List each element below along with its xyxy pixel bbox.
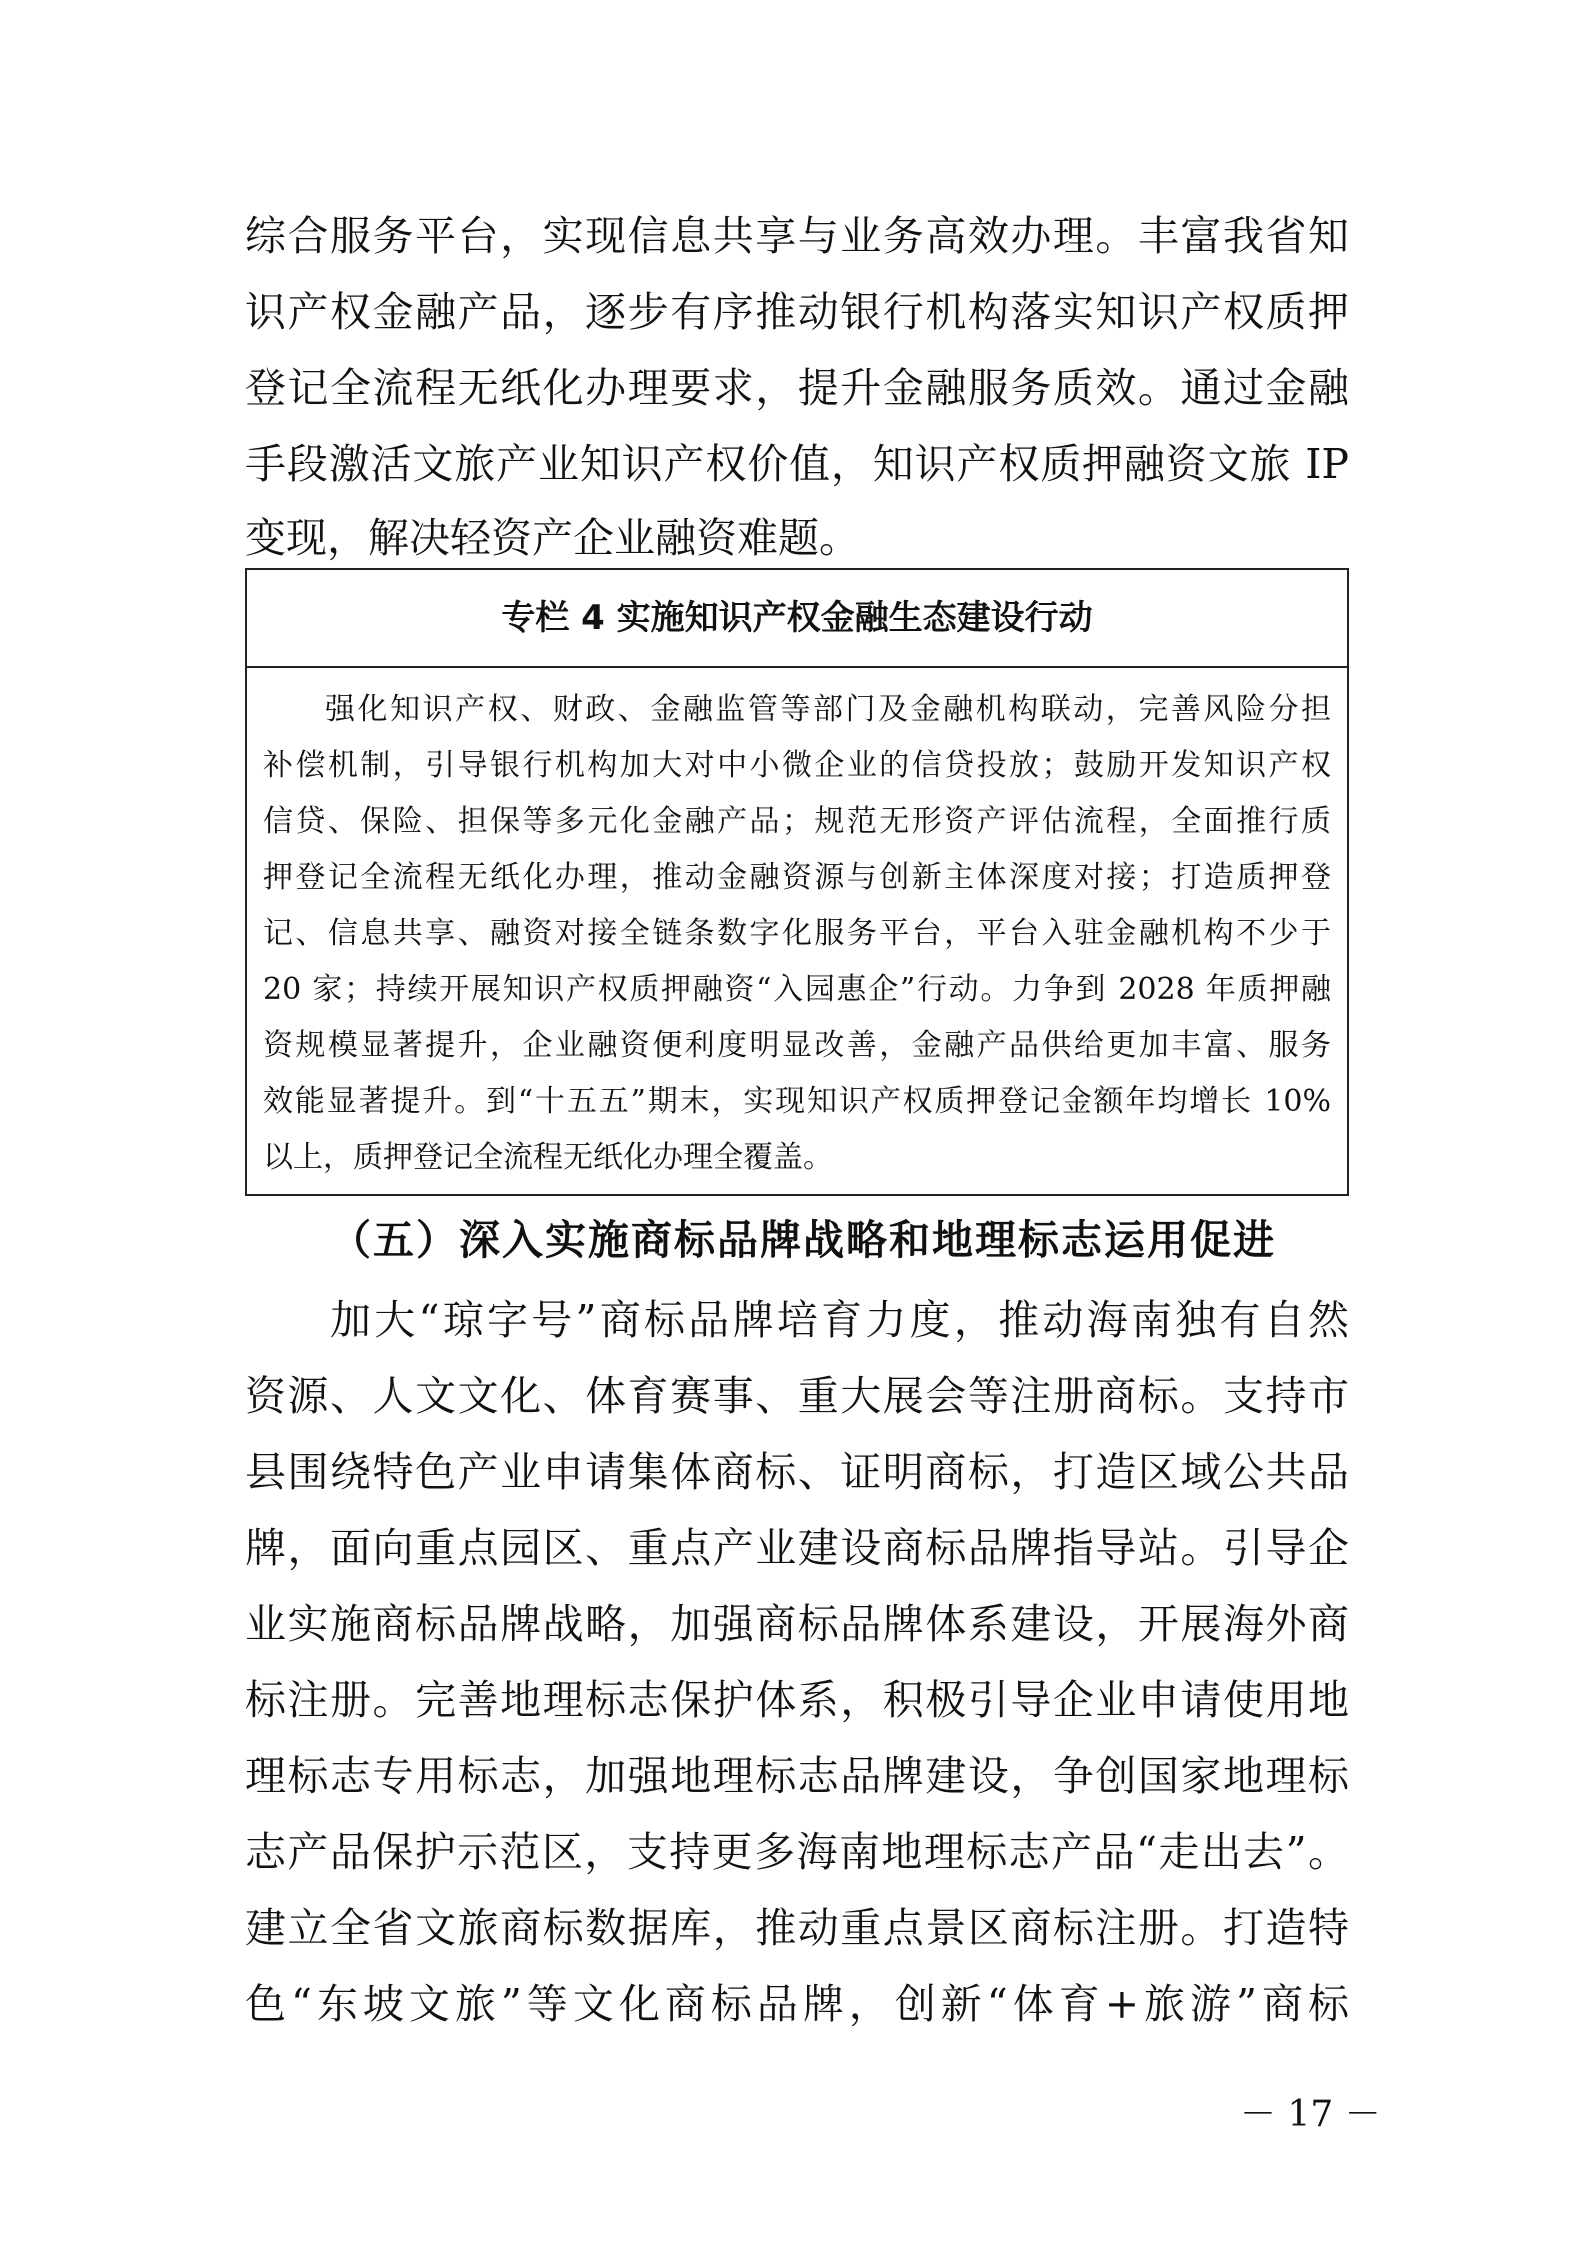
section-heading: （五）深入实施商标品牌战略和地理标志运用促进: [330, 1216, 1276, 1264]
column-box-line: 信贷、保险、担保等多元化金融产品；规范无形资产评估流程，全面推行质: [263, 804, 1331, 839]
column-box-line: 记、信息共享、融资对接全链条数字化服务平台，平台入驻金融机构不少于: [263, 916, 1331, 951]
intro-line: 手段激活文旅产业知识产权价值，知识产权质押融资文旅 IP: [245, 440, 1349, 488]
body-line: 县围绕特色产业申请集体商标、证明商标，打造区域公共品: [245, 1448, 1349, 1496]
body-line: 标注册。完善地理标志保护体系，积极引导企业申请使用地: [245, 1676, 1349, 1724]
column-box-line: 补偿机制，引导银行机构加大对中小微企业的信贷投放；鼓励开发知识产权: [263, 748, 1331, 783]
intro-line: 登记全流程无纸化办理要求，提升金融服务质效。通过金融: [245, 364, 1349, 412]
body-line: 加大“琼字号”商标品牌培育力度，推动海南独有自然: [330, 1296, 1349, 1344]
column-box-line: 效能显著提升。到“十五五”期末，实现知识产权质押登记金额年均增长 10%: [263, 1084, 1331, 1119]
body-line: 建立全省文旅商标数据库，推动重点景区商标注册。打造特: [245, 1904, 1349, 1952]
body-line: 色“东坡文旅”等文化商标品牌，创新“体育+旅游”商标: [245, 1980, 1349, 2028]
column-box-line: 强化知识产权、财政、金融监管等部门及金融机构联动，完善风险分担: [325, 692, 1331, 727]
page-number: － 17 －: [1240, 2094, 1381, 2135]
column-box: [245, 568, 1349, 1196]
body-line: 资源、人文文化、体育赛事、重大展会等注册商标。支持市: [245, 1372, 1349, 1420]
intro-line: 综合服务平台，实现信息共享与业务高效办理。丰富我省知: [245, 212, 1349, 260]
intro-line: 识产权金融产品，逐步有序推动银行机构落实知识产权质押: [245, 288, 1349, 336]
body-line: 志产品保护示范区，支持更多海南地理标志产品“走出去”。: [245, 1828, 1349, 1876]
body-line: 理标志专用标志，加强地理标志品牌建设，争创国家地理标: [245, 1752, 1349, 1800]
column-box-title: 专栏 4 实施知识产权金融生态建设行动: [247, 570, 1347, 668]
column-box-line: 资规模显著提升，企业融资便利度明显改善，金融产品供给更加丰富、服务: [263, 1028, 1331, 1063]
body-line: 业实施商标品牌战略，加强商标品牌体系建设，开展海外商: [245, 1600, 1349, 1648]
column-box-line: 20 家；持续开展知识产权质押融资“入园惠企”行动。力争到 2028 年质押融: [263, 972, 1331, 1007]
column-box-line: 押登记全流程无纸化办理，推动金融资源与创新主体深度对接；打造质押登: [263, 860, 1331, 895]
intro-line: 变现，解决轻资产企业融资难题。: [245, 514, 860, 562]
column-box-line: 以上，质押登记全流程无纸化办理全覆盖。: [263, 1140, 833, 1175]
body-line: 牌，面向重点园区、重点产业建设商标品牌指导站。引导企: [245, 1524, 1349, 1572]
